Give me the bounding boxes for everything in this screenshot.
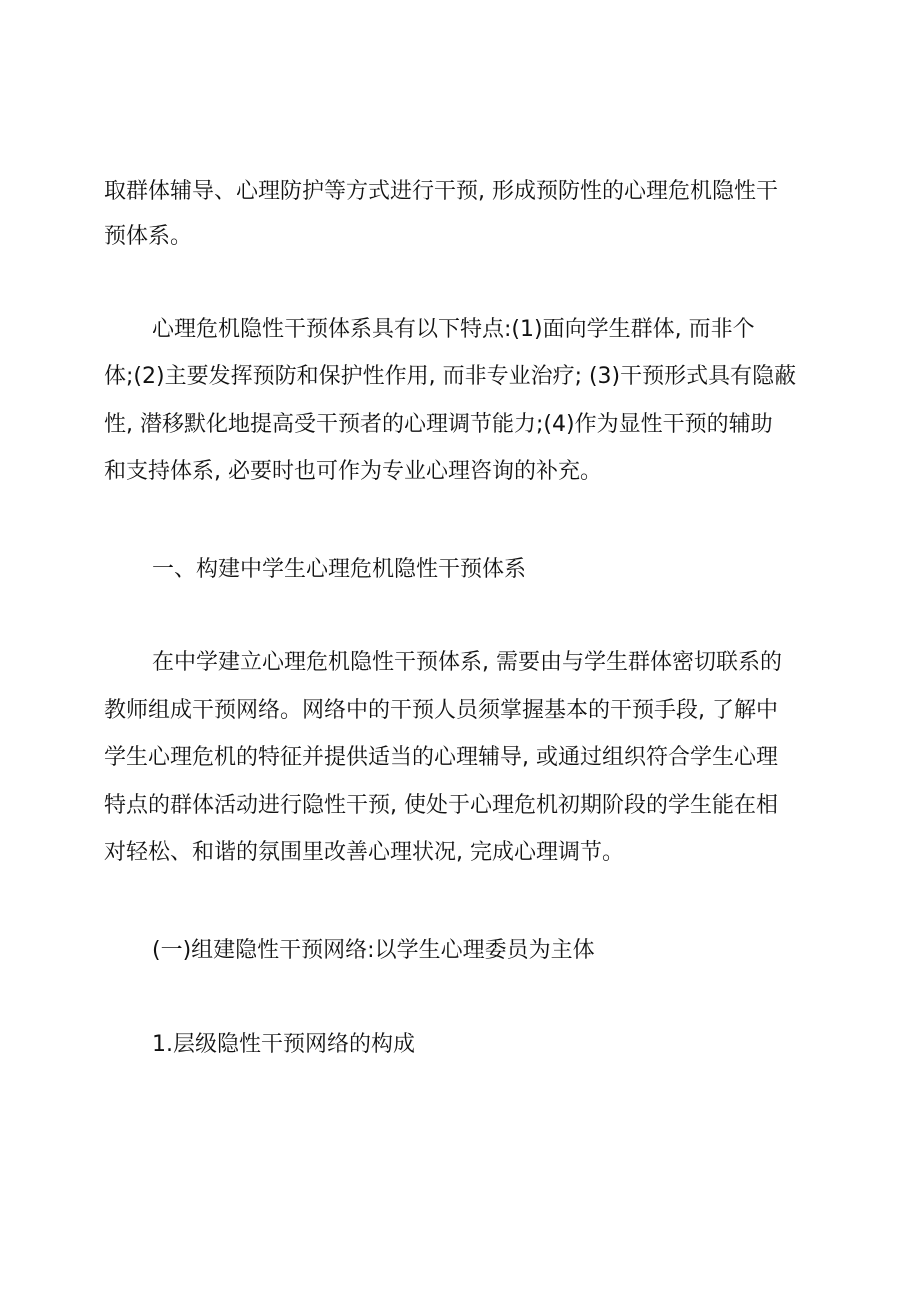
body-line-2: 教师组成干预网络。网络中的干预人员须掌握基本的干预手段, 了解中	[104, 698, 778, 723]
body-line-1: 在中学建立心理危机隐性干预体系, 需要由与学生群体密切联系的	[152, 650, 782, 675]
subheading-network: (一)组建隐性干预网络:以学生心理委员为主体	[152, 938, 595, 963]
subheading-structure: 1.层级隐性干预网络的构成	[152, 1032, 415, 1057]
body-line-5: 对轻松、和谐的氛围里改善心理状况, 完成心理调节。	[104, 840, 624, 865]
features-line-1: 心理危机隐性干预体系具有以下特点:(1)面向学生群体, 而非个	[152, 317, 755, 342]
section-heading: 一、构建中学生心理危机隐性干预体系	[152, 557, 527, 582]
features-line-4: 和支持体系, 必要时也可作为专业心理咨询的补充。	[104, 459, 602, 484]
intro-line-2: 预体系。	[104, 224, 193, 249]
body-line-4: 特点的群体活动进行隐性干预, 使处于心理危机初期阶段的学生能在相	[104, 793, 778, 818]
body-line-3: 学生心理危机的特征并提供适当的心理辅导, 或通过组织符合学生心理	[104, 745, 778, 770]
intro-line-1: 取群体辅导、心理防护等方式进行干预, 形成预防性的心理危机隐性干	[104, 179, 778, 204]
features-line-2: 体;(2)主要发挥预防和保护性作用, 而非专业治疗; (3)干预形式具有隐蔽	[104, 364, 797, 389]
features-line-3: 性, 潜移默化地提高受干预者的心理调节能力;(4)作为显性干预的辅助	[104, 412, 773, 437]
